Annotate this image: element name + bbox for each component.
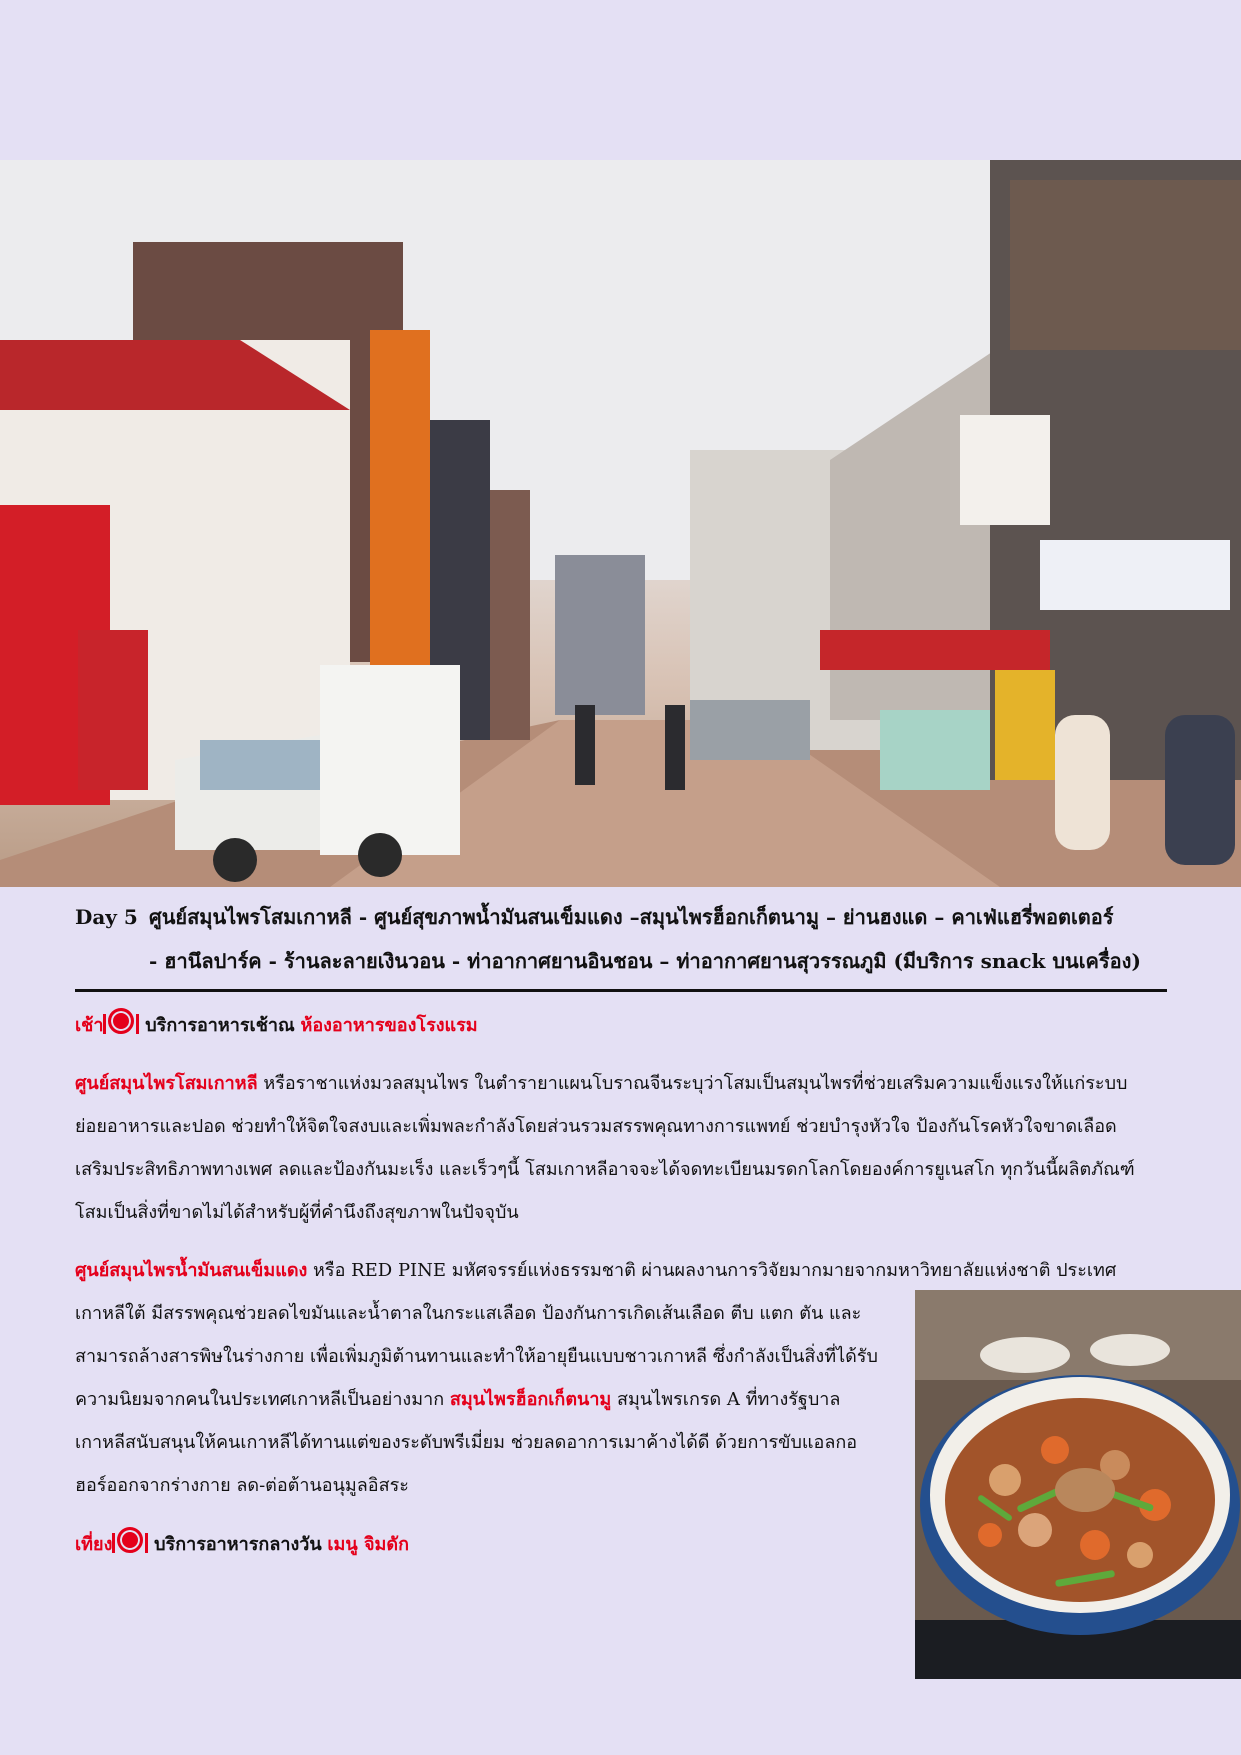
lunch-line [75, 1523, 409, 1566]
breakfast-venue: ห้องอาหารของโรงแรม [300, 1015, 478, 1036]
redpine-name: ศูนย์สมุนไพรน้ำมันสนเข็มแดง [75, 1260, 308, 1281]
plate-icon [117, 1527, 143, 1553]
hovenia-name: สมุนไพรฮ็อกเก็ตนามู [449, 1389, 612, 1410]
breakfast-line [75, 1004, 478, 1047]
fork-icon [103, 1014, 106, 1034]
breakfast-text: บริการอาหารเช้าณ [145, 1015, 295, 1036]
plate-icon [108, 1008, 134, 1034]
day-heading [75, 893, 1165, 981]
redpine-line-5: เกาหลีสนับสนุนให้คนเกาหลีได้ทานแต่ของระดับพรีเมี่ยม ช่วยลดอาการเมาค้างได้ดี ด้วยการขับแอลกอ [75, 1432, 858, 1453]
redpine-line-1: หรือ RED PINE มหัศจรรย์แห่งธรรมชาติ ผ่านผลงานการวิจัยมากมายจากมหาวิทยาลัยแห่งชาติ ประเทศ [313, 1260, 1117, 1281]
breakfast-label: เช้า [75, 1015, 104, 1036]
redpine-line-4-pre: ความนิยมจากคนในประเทศเกาหลีเป็นอย่างมาก [75, 1389, 445, 1410]
jjimdak-dish-illustration [915, 1290, 1241, 1679]
day-title-line-2: - ฮานึลปาร์ค - ร้านละลายเงินวอน - ท่าอากาศยานอินชอน – ท่าอากาศยานสุวรรณภูมิ (มีบริการ snack บนเครื่อง) [149, 949, 1141, 973]
lunch-text: บริการอาหารกลางวัน [154, 1534, 322, 1555]
knife-icon [136, 1014, 139, 1034]
street-scene-illustration [0, 160, 1241, 887]
jjimdak-food-photo [915, 1290, 1241, 1679]
lunch-menu: เมนู จิมดัก [327, 1534, 409, 1555]
ginseng-line-2: ย่อยอาหารและปอด ช่วยทำให้จิตใจสงบและเพิ่มพละกำลังโดยส่วนรวมสรรพคุณทางการแพทย์ ช่วยบำรุงหัวใจ ป้องกันโรคหัวใจขาดเลือด [75, 1116, 1117, 1137]
ginseng-line-3: เสริมประสิทธิภาพทางเพศ ลดและป้องกันมะเร็ง และเร็วๆนี้ โสมเกาหลีอาจจะได้จดทะเบียนมรดกโลกโดยองค์การยูเนสโก ทุกวันนี้ผลิตภัณฑ์ [75, 1159, 1135, 1180]
day-label: Day 5 [75, 905, 138, 929]
ginseng-name: ศูนย์สมุนไพรโสมเกาหลี [75, 1073, 258, 1094]
redpine-line-6: ฮอร์ออกจากร่างกาย ลด-ต่อต้านอนุมูลอิสระ [75, 1475, 409, 1496]
redpine-line-2: เกาหลีใต้ มีสรรพคุณช่วยลดไขมันและน้ำตาลในกระแสเลือด ป้องกันการเกิดเส้นเลือด ตีบ แตก ตัน และ [75, 1303, 862, 1324]
heading-divider [75, 989, 1167, 992]
ginseng-line-4: โสมเป็นสิ่งที่ขาดไม่ได้สำหรับผู้ที่คำนึงถึงสุขภาพในปัจจุบัน [75, 1202, 519, 1223]
redpine-line-4-post: สมุนไพรเกรด A ที่ทางรัฐบาล [617, 1389, 841, 1410]
ginseng-paragraph [75, 1062, 1165, 1234]
fork-icon [112, 1533, 115, 1553]
hero-street-photo [0, 160, 1241, 887]
knife-icon [145, 1533, 148, 1553]
lunch-label: เที่ยง [75, 1534, 113, 1555]
ginseng-line-1: หรือราชาแห่งมวลสมุนไพร ในตำรายาแผนโบราณจีนระบุว่าโสมเป็นสมุนไพรที่ช่วยเสริมความแข็งแรงให้แก่ระบบ [263, 1073, 1128, 1094]
redpine-line-3: สามารถล้างสารพิษในร่างกาย เพื่อเพิ่มภูมิต้านทานและทำให้อายุยืนแบบชาวเกาหลี ซึ่งกำลังเป็นสิ่งที่ได้รับ [75, 1346, 878, 1367]
day-title-line-1: ศูนย์สมุนไพรโสมเกาหลี - ศูนย์สุขภาพน้ำมันสนเข็มแดง –สมุนไพรฮ็อกเก็ตนามู – ย่านฮงแด – คาเฟ่แฮรี่พอตเตอร์ [149, 905, 1114, 929]
